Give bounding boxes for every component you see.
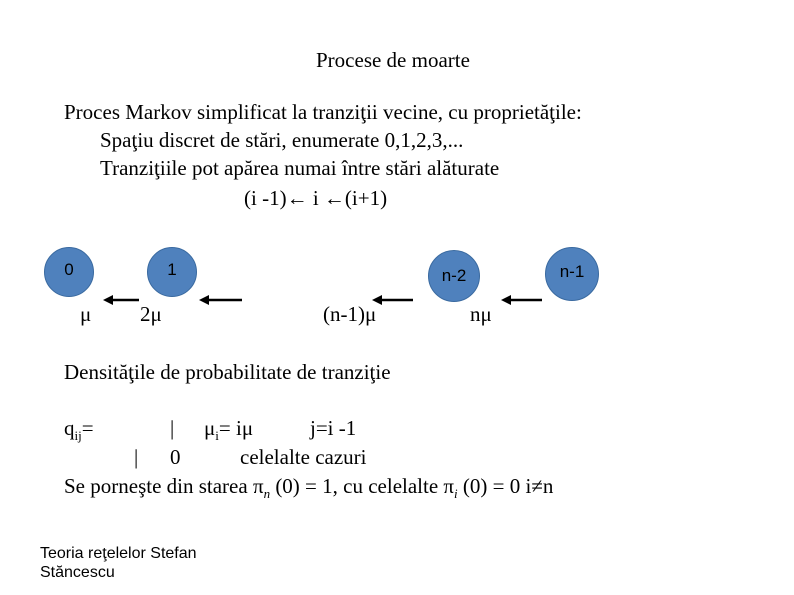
pi-n (252, 474, 271, 502)
mu-subscript: i (215, 428, 219, 444)
start-end: (0) = 0 i≠n (462, 474, 554, 498)
q-ij-label (64, 416, 94, 444)
arrow-2-to-1 (199, 295, 242, 305)
mu-i-definition (204, 416, 253, 444)
mu-equals: = iμ (218, 416, 254, 440)
density-heading: Densităţile de probabilitate de tranziţie (64, 360, 391, 384)
condition-2: celelalte cazuri (240, 445, 367, 469)
arrow-n-1-to-n-2 (372, 295, 413, 305)
q-equals: = (81, 416, 94, 440)
pi-symbol-2: π (443, 474, 455, 498)
state-label-n-2: n-2 (441, 266, 467, 285)
pi-subscript-n: n (263, 486, 271, 502)
footer (40, 544, 197, 582)
arrow-1-to-0 (103, 295, 139, 305)
intro-line-1: Proces Markov simplificat la tranziţii vecine, cu proprietăţile: (64, 100, 582, 124)
mu-symbol: μ (204, 416, 216, 440)
zero-value: 0 (170, 445, 181, 469)
state-label-0: 0 (64, 260, 74, 279)
start-mid: (0) = 1, cu celelalte (275, 474, 439, 498)
intro-line-4: (i -1)← i ←(i+1) (244, 186, 388, 210)
pi-symbol: π (252, 474, 264, 498)
start-condition (64, 474, 553, 502)
rate-label-n-mu: nμ (470, 302, 492, 326)
rate-label-2mu: 2μ (140, 302, 162, 326)
pi-i (443, 474, 458, 502)
state-label-n-1: n-1 (559, 261, 585, 281)
q-symbol: q (64, 416, 75, 440)
rate-label-n-1-mu: (n-1)μ (323, 302, 377, 326)
case-bar-1: | (170, 416, 175, 440)
footer-line-1: Teoria reţelelor Stefan (40, 545, 197, 562)
q-subscript: ij (74, 428, 82, 444)
rate-label-mu: μ (80, 302, 92, 326)
start-pre: Se porneşte din starea (64, 474, 248, 498)
slide-title: Procese de moarte (316, 48, 470, 72)
intro-line-3: Tranziţiile pot apărea numai între stări alăturate (100, 156, 500, 180)
state-label-1: 1 (167, 260, 177, 279)
intro-line-2: Spaţiu discret de stări, enumerate 0,1,2,3,... (100, 128, 464, 152)
footer-line-2: Stăncescu (40, 564, 115, 581)
condition-1: j=i -1 (310, 416, 357, 440)
case-bar-2: | (134, 445, 139, 469)
pi-subscript-i: i (454, 486, 458, 502)
arrow-n-to-n-1 (501, 295, 542, 305)
